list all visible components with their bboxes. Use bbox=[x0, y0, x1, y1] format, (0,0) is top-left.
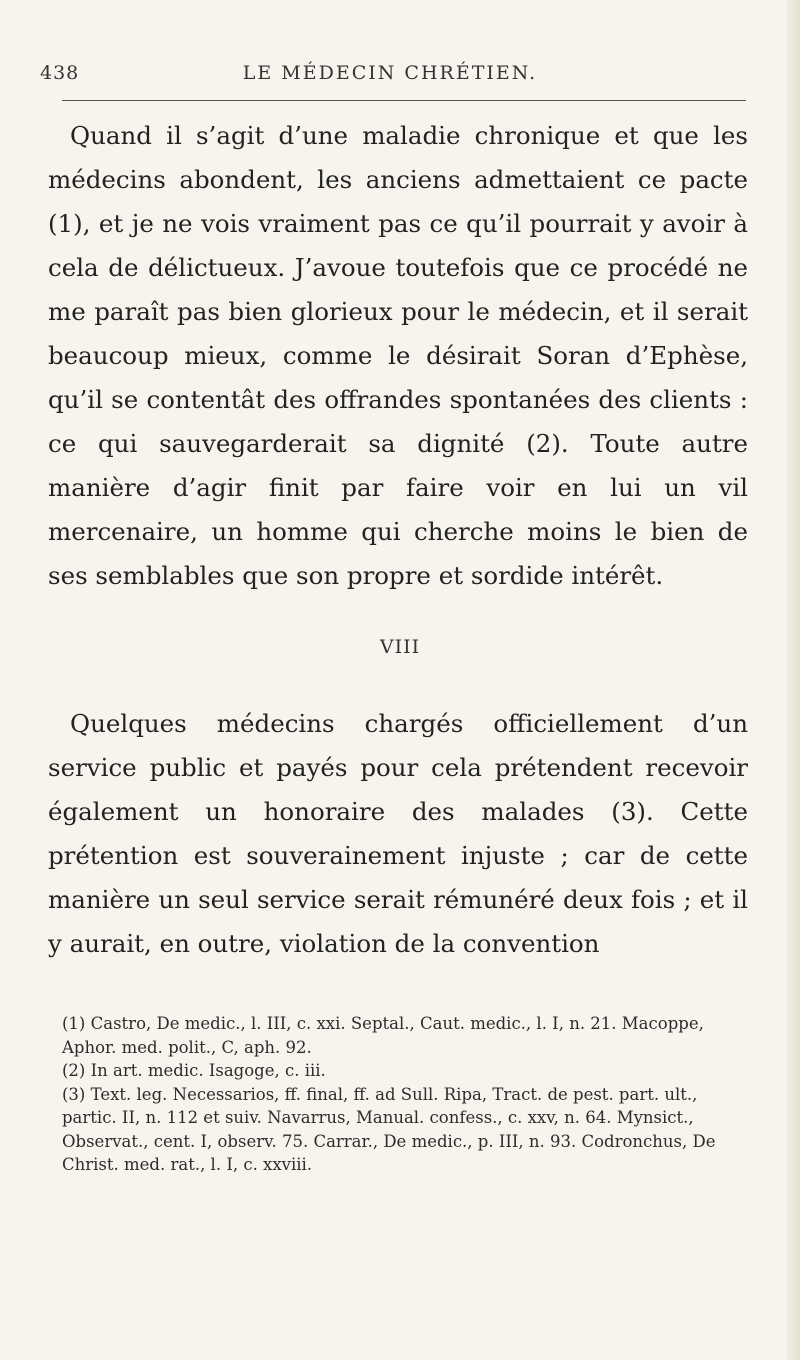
page-number: 438 bbox=[40, 62, 80, 84]
header-rule bbox=[62, 100, 746, 101]
body-paragraph-2: Quelques médecins chargés officiellement d’un service public et payés pour cela prétendent recevoir également un honoraire des malades (3). Cette prétention est souverainement injuste ; car de cette manière un seul service serait rémunéré deux fois ; et il y aurait, en outre, violation de la convention bbox=[48, 709, 748, 958]
footnote-2: (2) In art. medic. Isagoge, c. iii. bbox=[62, 1061, 326, 1080]
page-edge bbox=[786, 0, 800, 1360]
running-title: LE MÉDECIN CHRÉTIEN. bbox=[242, 62, 538, 84]
section-heading: VIII bbox=[379, 636, 421, 658]
running-head bbox=[40, 62, 740, 96]
footnotes bbox=[62, 1012, 746, 1177]
body-paragraph-1: Quand il s’agit d’une maladie chronique et que les médecins abondent, les anciens admettaient ce pacte (1), et je ne vois vraiment pas ce qu’il pourrait y avoir à cela de délictueux. J’avoue toutefois que ce procédé ne me paraît pas bien glorieux pour le médecin, et il serait beaucoup mieux, comme le désirait Soran d’Ephèse, qu’il se contentât des offrandes spontanées des clients : ce qui sauvegarderait sa dignité (2). Toute autre manière d’agir finit par faire voir en lui un vil mercenaire, un homme qui cherche moins le bien de ses semblables que son propre et sordide intérêt. bbox=[48, 121, 748, 590]
footnote-3: (3) Text. leg. Necessarios, ff. final, ff. ad Sull. Ripa, Tract. de pest. part. ult., partic. II, n. 112 et suiv. Navarrus, Manual. confess., c. xxv, n. 64. Mynsict., Observat., cent. I, observ. 75. Carrar., De medic., p. III, n. 93. Codronchus, De Christ. med. rat., l. I, c. xxviii. bbox=[62, 1084, 716, 1174]
footnote-1: (1) Castro, De medic., l. III, c. xxi. Septal., Caut. medic., l. I, n. 21. Macoppe, Aphor. med. polit., C, aph. 92. bbox=[62, 1014, 704, 1057]
